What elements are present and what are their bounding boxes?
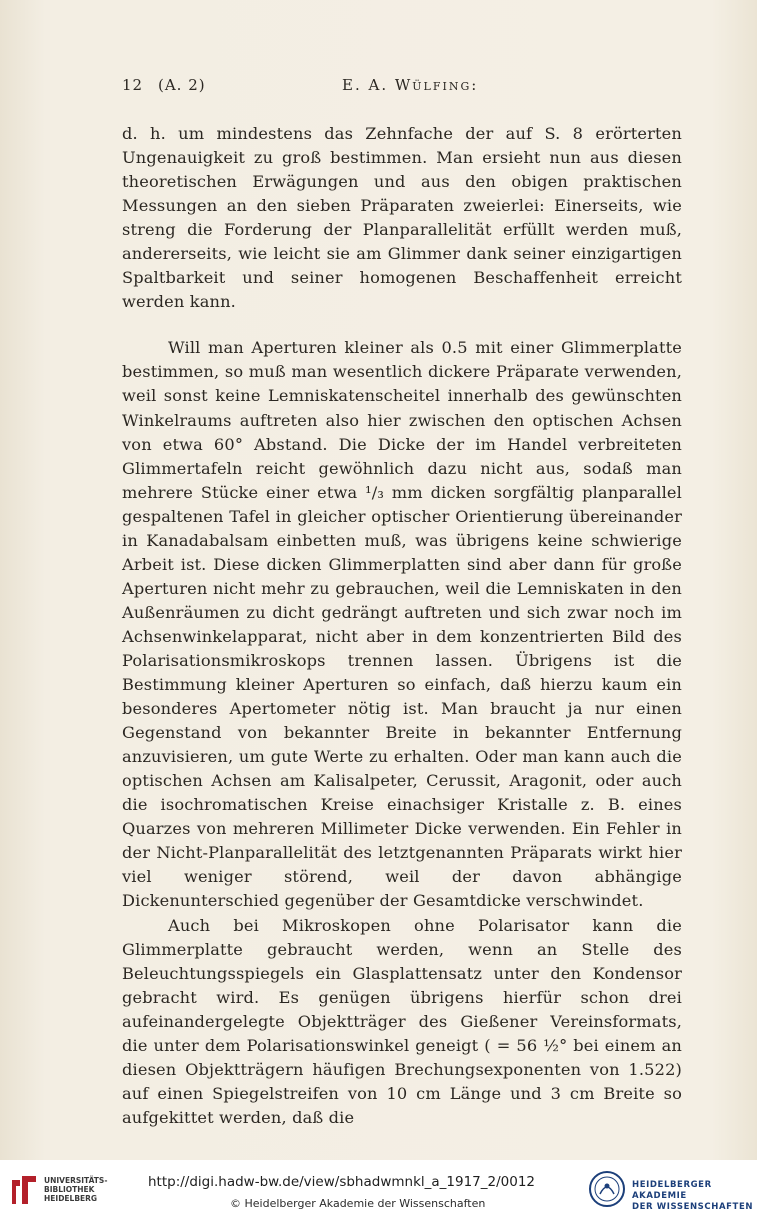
footer-bar: [0, 1160, 757, 1218]
page-number: 12: [122, 76, 144, 94]
copyright-notice: © Heidelberger Akademie der Wissenschaften: [230, 1197, 486, 1210]
paragraph-1: d. h. um mindestens das Zehnfache der auf S. 8 erörterten Ungenauigkeit zu groß bestimmen. Man ersieht nun aus diesen theoretischen Erwägungen und aus den obigen praktischen Messungen an den sieben Präparaten zweierlei: Einerseits, wie streng die Forderung der Planparallelität erfüllt werden muß, andererseits, wie leicht sie am Glimmer dank seiner einzigartigen Spaltbarkeit und seiner homogenen Beschaffenheit erreicht werden kann.: [122, 124, 682, 312]
university-library-logo-icon: [6, 1172, 42, 1208]
paragraph-2: Will man Aperturen kleiner als 0.5 mit einer Glimmerplatte bestimmen, so muß man wesentlich dickere Präparate verwenden, weil sonst keine Lemniskatenscheitel innerhalb des gewünschten Winkelraums auftreten also hier zwischen den optischen Achsen von etwa 60° Abstand. Die Dicke der im Handel verbreiteten Glimmertafeln reicht gewöhnlich dazu nicht aus, sodaß man mehrere Stücke einer etwa ¹/₃ mm dicken sorgfältig planparallel gespaltenen Tafel in gleicher optischer Orientierung übereinander in Kanadabalsam einbetten muß, was übrigens keine schwierige Arbeit ist. Diese dicken Glimmerplatten sind aber dann für große Aperturen nicht mehr zu gebrauchen, weil die Lemniskaten in den Außenräumen zu dicht gedrängt auftreten und sich zwar noch im Achsenwinkelapparat, nicht aber in dem konzentrierten Bild des Polarisationsmikroskops trennen lassen. Übrigens ist die Bestimmung kleiner Aperturen so einfach, daß hierzu kaum ein besonderes Apertometer nötig ist. Man braucht ja nur einen Gegenstand von bekannter Breite in bekannter Entfernung anzuvisieren, um gute Werte zu erhalten. Oder man kann auch die optischen Achsen am Kalisalpeter, Cerussit, Aragonit, oder auch die isochromatischen Kreise einachsiger Kristalle z. B. eines Quarzes von mehreren Millimeter Dicke verwenden. Ein Fehler in der Nicht-Planparallelität des letztgenannten Präparats wirkt hier viel weniger störend, weil der davon abhängige Dickenunterschied gegenüber der Gesamtdicke verschwindet.: [122, 338, 682, 911]
running-header: [122, 76, 682, 98]
paragraph-3: Auch bei Mikroskopen ohne Polarisator kann die Glimmerplatte gebraucht werden, wenn an Stelle des Beleuchtungsspiegels ein Glasplattensatz unter den Kondensor gebracht wird. Es genügen übrigens hierfür schon drei aufeinandergelegte Objektträger des Gießener Vereinsformats, die unter dem Polarisationswinkel geneigt ( = 56 ½° bei einem an diesen Objektträgern häufigen Brechungsexponenten von 1.522) auf einen Spiegelstreifen von 10 cm Länge und 3 cm Breite so aufgekittet werden, daß die: [122, 915, 682, 1127]
source-url-link[interactable]: http://digi.hadw-bw.de/view/sbhadwmnkl_a_1917_2/0012: [148, 1174, 536, 1190]
running-title: E. A. Wülfing:: [342, 76, 479, 94]
section-marker: (A. 2): [158, 76, 206, 94]
academy-logo-text: HEIDELBERGER AKADEMIE DER WISSENSCHAFTEN: [632, 1180, 754, 1212]
body-text: [122, 122, 682, 1130]
academy-seal-icon: [588, 1170, 626, 1208]
library-logo-text: UNIVERSITÄTS- BIBLIOTHEK HEIDELBERG: [44, 1176, 108, 1203]
